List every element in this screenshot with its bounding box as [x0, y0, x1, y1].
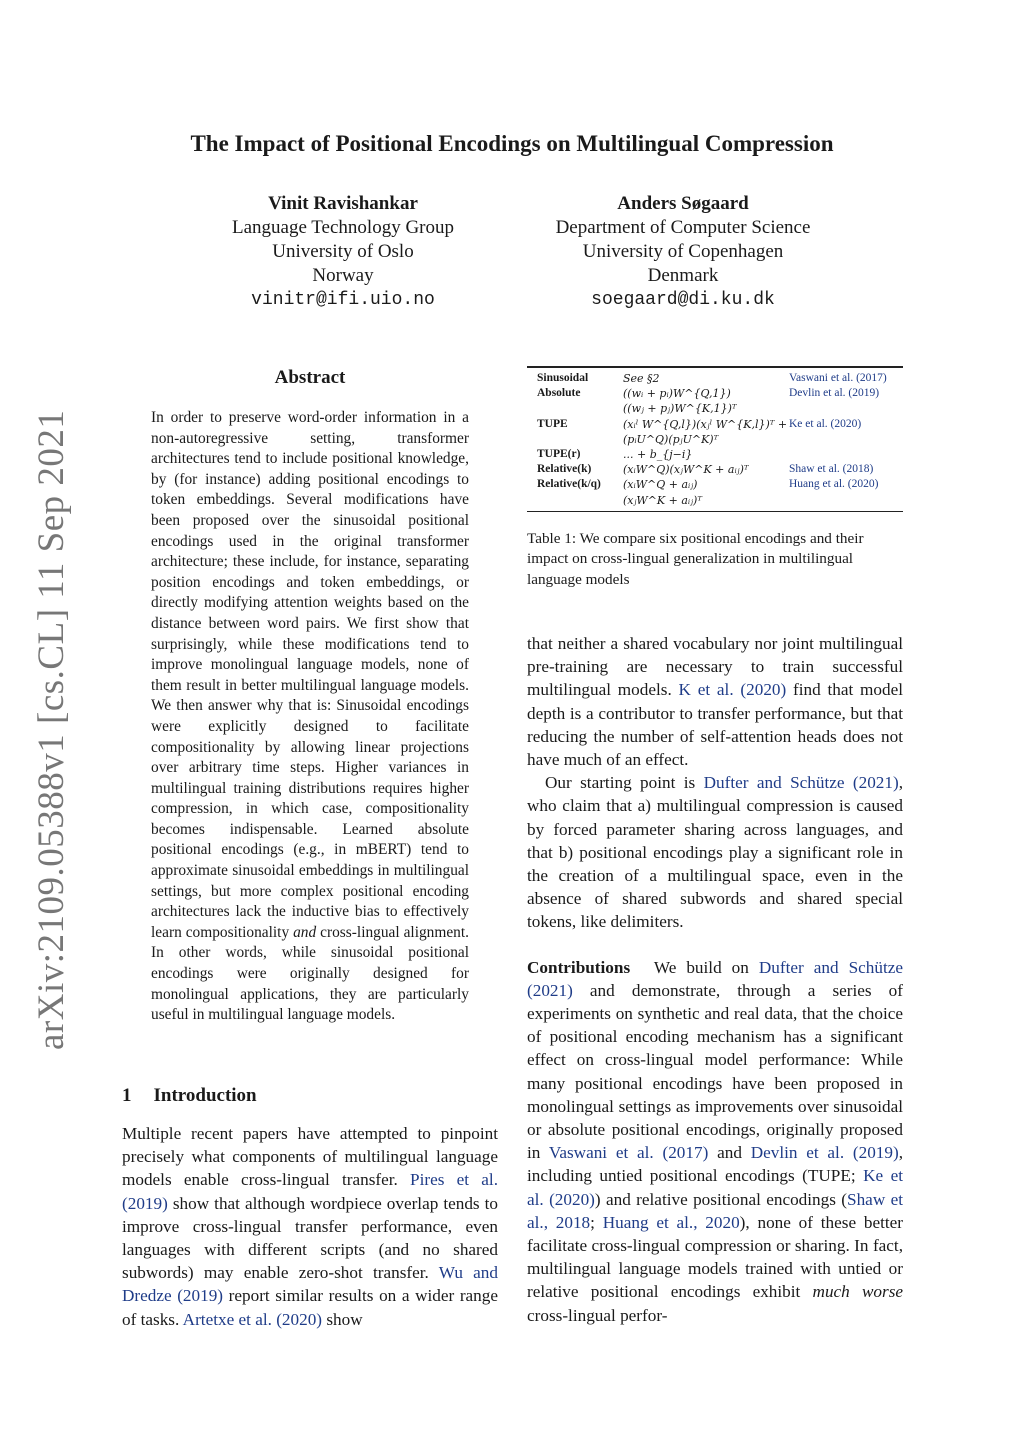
table-row [537, 417, 897, 447]
encoding-reference[interactable]: Vaswani et al. (2017) [789, 372, 887, 384]
encoding-reference[interactable]: Devlin et al. (2019) [789, 387, 880, 400]
paragraph-text: Our starting point is [545, 773, 696, 793]
abstract-heading: Abstract [274, 367, 346, 388]
section-heading-introduction [122, 1085, 257, 1107]
formula-line: (xᵢˡ W^{Q,l})(xⱼˡ W^{K,l})ᵀ + [623, 417, 788, 431]
encoding-reference[interactable]: Ke et al. (2020) [789, 417, 862, 430]
table-row [537, 386, 897, 416]
arxiv-stamp: arXiv:2109.05388v1 [cs.CL] 11 Sep 2021 [31, 409, 72, 1050]
table-row [537, 477, 897, 507]
paragraph-text: ; [590, 1212, 595, 1232]
encoding-reference[interactable]: Huang et al. (2020) [789, 478, 879, 491]
section-title: Introduction [153, 1085, 257, 1106]
abstract-body [151, 408, 469, 1026]
table-row [537, 447, 897, 462]
encoding-name: TUPE(r) [537, 448, 581, 461]
positional-encodings-table [537, 371, 897, 508]
paragraph-text: Multiple recent papers have attempted to pinpoint precisely what components of multilingual language models enable cross-lingual transfer. [122, 1124, 498, 1190]
encoding-formula [623, 371, 789, 386]
formula-line: (pᵢU^Q)(pⱼU^K)ᵀ [623, 432, 719, 446]
paragraph-text: We build on [653, 957, 749, 977]
table-row [537, 371, 897, 386]
citation-link[interactable]: K et al. (2020) [678, 680, 787, 700]
emphasis-text: much worse [812, 1282, 904, 1302]
encoding-name: Relative(k/q) [537, 478, 601, 491]
citation-link[interactable]: Pires et al. (2019) [122, 1170, 498, 1213]
author-country: Denmark [647, 265, 719, 286]
formula-line: See §2 [623, 372, 660, 385]
encoding-reference [789, 447, 897, 462]
introduction-paragraph [122, 1122, 498, 1331]
encoding-formula [623, 386, 789, 416]
citation-link[interactable]: Wu and Dredze (2019) [122, 1263, 498, 1306]
encoding-name: TUPE [537, 417, 568, 430]
abstract-text: cross-lingual alignment. In other words, while sinusoidal positional encodings were originally designed for monolingual applications, they are particularly useful in multilingual language models. [151, 923, 469, 1024]
paragraph-text: ) and relative positional encodings ( [594, 1189, 848, 1209]
encoding-reference[interactable]: Shaw et al. (2018) [789, 463, 874, 476]
table-top-rule [527, 366, 903, 368]
author-country: Norway [312, 265, 374, 286]
paragraph-text: cross-lingual perfor- [527, 1305, 668, 1325]
encoding-formula [623, 447, 789, 462]
paragraph-text: and demonstrate, through a series of experiments on synthetic and real data, that the choice of positional encoding mechanism has a significant effect on cross-lingual model performance: While many positional encodings have been proposed in monolingual settings as improvements over sinusoidal or absolute positional encodings, originally proposed in [527, 980, 903, 1163]
body-column-right [527, 632, 903, 1327]
author-name: Vinit Ravishankar [268, 193, 418, 214]
section-number: 1 [122, 1085, 132, 1106]
encoding-name: Absolute [537, 387, 581, 400]
paragraph-text: find that model depth is a contributor to transfer performance, but that reducing the number of self-attention heads does not have much of an effect. [527, 680, 903, 770]
formula-line: (xⱼW^K + aᵢⱼ)ᵀ [623, 493, 702, 507]
encoding-name: Relative(k) [537, 463, 592, 476]
encoding-name: Sinusoidal [537, 372, 589, 384]
citation-link[interactable]: Artetxe et al. (2020) [182, 1309, 323, 1329]
paper-title: The Impact of Positional Encodings on Multilingual Compression [190, 131, 834, 156]
paragraph-text: ), none of these better facilitate cross-lingual compression or sharing. In fact, multilingual language models trained with untied or relative positional encodings exhibit [527, 1212, 903, 1302]
formula-line: ((wᵢ + pᵢ)W^{Q,1}) [623, 387, 731, 401]
paragraph-text: and [717, 1143, 742, 1163]
paragraph-text: , including untied positional encodings (TUPE; [527, 1143, 904, 1186]
paragraph [527, 632, 903, 771]
author-block-2 [533, 192, 833, 312]
contributions-label: Contributions [527, 957, 631, 977]
author-name: Anders Søgaard [617, 193, 749, 214]
encoding-formula [623, 477, 789, 507]
formula-line: ... + b_{j−i} [623, 448, 693, 462]
abstract-text: In order to preserve word-order information in a non-autoregressive setting, transformer architectures tend to include positional knowledge, by (for instance) adding positional encodings to token embeddings. Several modifications have been proposed over the sinusoidal positional encodings used in the original transformer architecture; these include, for instance, separating position encodings and token embeddings, or directly modifying attention weights based on the distance between word pairs. We first show that surprisingly, while these modifications tend to improve monolingual language models, none of them result in better multilingual language models. We then answer why that is: Sinusoidal encodings were explicitly designed to facilitate compositionality by allowing linear projections over arbitrary time steps. Higher variances in multilingual training distributions requires higher compression, in which case, compositionality becomes indispensable. Learned absolute positional encodings (e.g., in mBERT) tend to approximate sinusoidal embeddings in multilingual settings, but more complex positional encoding architectures lack the inductive bias to effectively learn compositionality [151, 409, 469, 941]
citation-link[interactable]: Vaswani et al. (2017) [548, 1143, 709, 1163]
citation-link[interactable]: Shaw et al., 2018 [527, 1189, 903, 1232]
table-row [537, 462, 897, 477]
paragraph-text: , who claim that a) multilingual compression is caused by forced parameter sharing across languages, and that b) positional encodings play a significant role in the creation of a multilingual space, even in the absence of shared subwords and shared special tokens, like delimiters. [527, 773, 903, 932]
paragraph-text: show that although wordpiece overlap tends to improve cross-lingual transfer performance, even languages with different scripts (and no shared subwords) may enable zero-shot transfer. [122, 1193, 498, 1283]
paragraph-text: show [326, 1309, 363, 1329]
author-email[interactable]: vinitr@ifi.uio.no [251, 290, 435, 310]
table-caption: Table 1: We compare six positional encodings and their impact on cross-lingual generalization in multilingual language models [527, 530, 864, 588]
formula-line: ((wⱼ + pⱼ)W^{K,1})ᵀ [623, 402, 737, 416]
contributions-paragraph [527, 956, 903, 1327]
paragraph [527, 771, 903, 933]
citation-link[interactable]: Dufter and Schütze (2021) [703, 773, 899, 793]
citation-link[interactable]: Devlin et al. (2019) [750, 1143, 899, 1163]
formula-line: (xᵢW^Q + aᵢⱼ) [623, 478, 698, 492]
citation-link[interactable]: Dufter and Schütze (2021) [527, 957, 903, 1000]
formula-line: (xᵢW^Q)(xⱼW^K + aᵢⱼ)ᵀ [623, 463, 749, 477]
paragraph-text: report similar results on a wider range of tasks. [122, 1286, 498, 1329]
encoding-formula [623, 417, 789, 447]
author-affiliation: Language Technology Group [231, 217, 455, 238]
citation-link[interactable]: Huang et al., 2020 [602, 1212, 740, 1232]
paragraph-text: that neither a shared vocabulary nor joint multilingual pre-training are necessary to train successful multilingual models. [527, 634, 903, 700]
author-institution: University of Copenhagen [582, 241, 784, 262]
author-email[interactable]: soegaard@di.ku.dk [591, 290, 775, 310]
table-bottom-rule [527, 511, 903, 512]
author-block-1 [193, 192, 493, 312]
encoding-formula [623, 462, 789, 477]
abstract-emphasis: and [293, 923, 317, 941]
author-institution: University of Oslo [272, 241, 414, 262]
citation-link[interactable]: Ke et al. (2020) [527, 1166, 903, 1209]
author-affiliation: Department of Computer Science [555, 217, 811, 238]
